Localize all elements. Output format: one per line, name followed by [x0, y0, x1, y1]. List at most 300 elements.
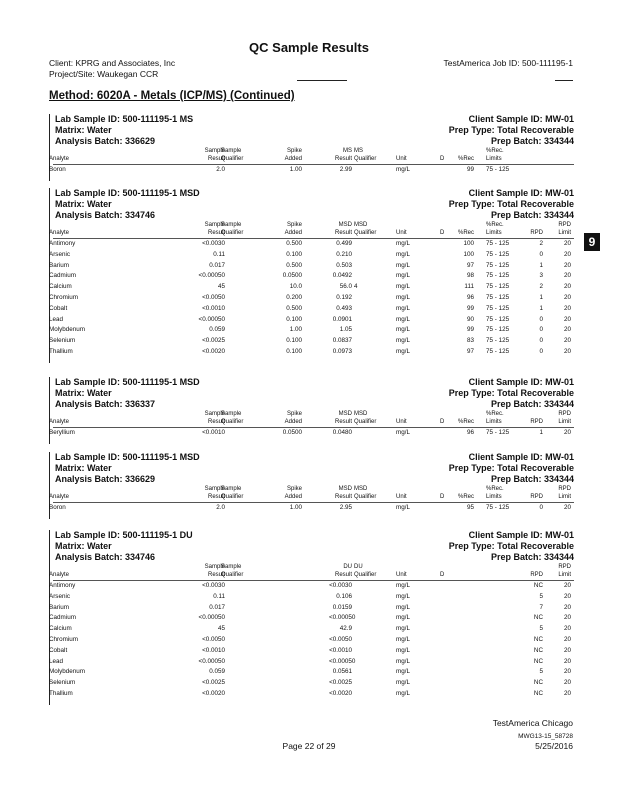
- cell-unit: mg/L: [396, 668, 410, 676]
- cell-rpd: 1: [539, 294, 543, 301]
- cell-limits: 75 - 125: [486, 337, 510, 345]
- column-header: Unit: [396, 572, 407, 578]
- column-header: %Rec.: [486, 411, 504, 417]
- cell-spike-added: 0.500: [286, 240, 302, 247]
- column-header: Result: [334, 230, 352, 236]
- cell-rpd-limit: 20: [563, 315, 571, 323]
- cell-unit: mg/L: [396, 326, 410, 334]
- prep-type: Prep Type: Total Recoverable: [448, 463, 574, 473]
- cell-unit: mg/L: [396, 166, 410, 173]
- column-header: %Rec.: [486, 148, 504, 154]
- cell-limits: 75 - 125: [486, 250, 510, 258]
- column-header: Unit: [396, 230, 407, 236]
- cell-spike-added: 0.0500: [282, 429, 302, 436]
- column-header: Qualifier: [354, 419, 377, 425]
- cell-spike-added: 10.0: [289, 283, 302, 291]
- cell-analyte: Molybdenum: [49, 326, 86, 334]
- cell-pct-rec: 95: [466, 504, 474, 511]
- section-tab: 9: [584, 233, 600, 251]
- cell-rpd: 5: [539, 592, 543, 600]
- column-header: Limits: [486, 419, 502, 425]
- cell-pct-rec: 97: [466, 261, 474, 269]
- column-header: DU: [354, 564, 363, 570]
- prep-batch: Prep Batch: 334344: [490, 136, 574, 146]
- column-header: MSD: [338, 486, 352, 492]
- cell-analyte: Beryllium: [49, 429, 75, 436]
- cell-result: 0.210: [336, 250, 352, 258]
- cell-rpd: 1: [539, 261, 543, 269]
- cell-result: 2.99: [339, 166, 352, 173]
- lab-sample-id: Lab Sample ID: 500-111195-1 MSD: [55, 377, 200, 387]
- column-header: Result: [207, 419, 225, 425]
- cell-result: 0.0159: [332, 603, 352, 611]
- prep-type: Prep Type: Total Recoverable: [448, 541, 574, 551]
- cell-result: <0.0030: [329, 582, 352, 589]
- cell-analyte: Chromium: [49, 294, 79, 301]
- cell-unit: mg/L: [396, 240, 410, 247]
- column-header: Sample: [221, 411, 242, 417]
- footer-lab: TestAmerica Chicago: [492, 718, 573, 728]
- cell-spike-added: 1.00: [289, 504, 302, 511]
- cell-unit: mg/L: [396, 625, 410, 633]
- cell-unit: mg/L: [396, 294, 410, 301]
- cell-sample-result: 0.11: [213, 250, 225, 258]
- column-header: Result: [334, 156, 352, 162]
- column-header: Analyte: [49, 494, 70, 500]
- cell-unit: mg/L: [396, 646, 410, 654]
- qc-block: [49, 114, 574, 181]
- cell-unit: mg/L: [396, 283, 410, 291]
- cell-unit: mg/L: [396, 272, 410, 280]
- cell-rpd: 0: [539, 337, 543, 345]
- cell-pct-rec: 90: [466, 315, 474, 323]
- column-header: Result: [207, 156, 225, 162]
- cell-sample-result: <0.00050: [198, 315, 225, 323]
- cell-analyte: Barium: [49, 261, 69, 269]
- cell-rpd: 1: [539, 304, 543, 312]
- column-header: Qualifier: [354, 230, 377, 236]
- cell-spike-added: 0.500: [286, 261, 302, 269]
- cell-analyte: Calcium: [49, 283, 72, 291]
- client-sample-id: Client Sample ID: MW-01: [468, 188, 574, 198]
- prep-batch: Prep Batch: 334344: [490, 552, 574, 562]
- cell-result: 0.192: [336, 294, 352, 301]
- cell-rpd-limit: 20: [563, 283, 571, 291]
- cell-pct-rec: 98: [466, 272, 474, 280]
- column-header: Spike: [286, 411, 302, 417]
- column-header: Spike: [286, 222, 302, 228]
- cell-result: <0.0020: [329, 690, 352, 697]
- column-header: Unit: [396, 494, 407, 500]
- cell-analyte: Cadmium: [49, 614, 76, 622]
- cell-limits: 75 - 125: [486, 294, 510, 301]
- cell-sample-result: <0.0050: [202, 636, 225, 643]
- cell-rpd-limit: 20: [563, 240, 571, 247]
- cell-limits: 75 - 125: [486, 261, 510, 269]
- column-header: Added: [284, 156, 302, 162]
- column-header: Result: [334, 419, 352, 425]
- cell-rpd: 0: [539, 504, 543, 511]
- cell-rpd: 7: [539, 603, 543, 611]
- client-sample-id: Client Sample ID: MW-01: [468, 114, 574, 124]
- cell-rpd: 3: [539, 272, 543, 280]
- cell-sample-result: 45: [217, 283, 225, 291]
- cell-limits: 75 - 125: [486, 283, 510, 291]
- cell-spike-added: 1.00: [289, 326, 302, 334]
- column-header: Spike: [286, 148, 302, 154]
- column-header: Sample: [221, 148, 242, 154]
- cell-rpd-limit: 20: [563, 603, 571, 611]
- client-sample-id: Client Sample ID: MW-01: [468, 377, 574, 387]
- lab-sample-id: Lab Sample ID: 500-111195-1 MSD: [55, 452, 200, 462]
- column-header: Limit: [558, 230, 571, 236]
- cell-spike-added: 0.100: [286, 315, 302, 323]
- cell-result: 0.0973: [332, 348, 352, 355]
- cell-sample-result: 45: [217, 625, 225, 633]
- cell-limits: 75 - 125: [486, 166, 510, 173]
- column-header: Sample: [221, 222, 242, 228]
- cell-rpd-limit: 20: [563, 348, 571, 355]
- column-header: Qualifier: [354, 494, 377, 500]
- column-header: Qualifier: [354, 156, 377, 162]
- column-header: Unit: [396, 419, 407, 425]
- cell-analyte: Lead: [49, 657, 64, 665]
- cell-unit: mg/L: [396, 261, 410, 269]
- client-sample-id: Client Sample ID: MW-01: [468, 530, 574, 540]
- cell-result: 0.493: [336, 304, 352, 312]
- column-header: MSD: [338, 222, 352, 228]
- cell-sample-result: 2.0: [216, 166, 225, 173]
- column-header: Unit: [396, 156, 407, 162]
- cell-result: <0.0050: [329, 636, 352, 643]
- cell-rpd: NC: [533, 657, 543, 665]
- qc-block: [49, 377, 574, 444]
- qc-block: [49, 452, 574, 519]
- cell-rpd-limit: 20: [563, 668, 571, 676]
- header-rule-right: [555, 80, 573, 81]
- cell-analyte: Selenium: [49, 679, 76, 687]
- analysis-batch: Analysis Batch: 334746: [55, 210, 156, 220]
- cell-limits: 75 - 125: [486, 504, 510, 511]
- cell-result: 0.0901: [332, 315, 352, 323]
- cell-rpd: 2: [539, 240, 543, 247]
- cell-result: <0.00050: [329, 657, 356, 665]
- cell-pct-rec: 97: [466, 348, 474, 355]
- cell-pct-rec: 111: [464, 283, 474, 291]
- cell-pct-rec: 99: [466, 304, 474, 312]
- column-header: Qualifier: [221, 572, 244, 578]
- column-header: Spike: [286, 486, 302, 492]
- cell-sample-result: <0.0050: [202, 294, 225, 301]
- cell-rpd-limit: 20: [563, 636, 571, 643]
- cell-rpd: 0: [539, 315, 543, 323]
- column-header: Limit: [558, 494, 571, 500]
- cell-limits: 75 - 125: [486, 304, 510, 312]
- qc-block: [49, 188, 574, 363]
- cell-result: <0.00050: [329, 614, 356, 622]
- column-header: DU: [343, 564, 352, 570]
- column-header: Result: [207, 494, 225, 500]
- cell-limits: 75 - 125: [486, 272, 510, 280]
- cell-result: 56.0: [339, 283, 352, 291]
- cell-analyte: Antimony: [49, 240, 76, 247]
- cell-rpd-limit: 20: [563, 690, 571, 697]
- column-header: Result: [334, 494, 352, 500]
- footer-doc-id: MWG13-15_58728: [518, 733, 573, 740]
- cell-limits: 75 - 125: [486, 429, 510, 436]
- cell-analyte: Cadmium: [49, 272, 76, 280]
- prep-type: Prep Type: Total Recoverable: [448, 388, 574, 398]
- column-header: Result: [207, 230, 225, 236]
- column-header: Sample: [204, 411, 225, 417]
- cell-unit: mg/L: [396, 603, 410, 611]
- method-heading: Method: 6020A - Metals (ICP/MS) (Continued): [49, 90, 295, 102]
- cell-sample-result: <0.0010: [202, 429, 225, 436]
- cell-spike-added: 0.500: [286, 304, 302, 312]
- cell-unit: mg/L: [396, 304, 410, 312]
- cell-result: 42.9: [339, 625, 352, 633]
- cell-unit: mg/L: [396, 337, 410, 345]
- cell-limits: 75 - 125: [486, 315, 510, 323]
- cell-unit: mg/L: [396, 614, 410, 622]
- cell-rpd-limit: 20: [563, 679, 571, 687]
- column-header: MSD: [338, 411, 352, 417]
- cell-sample-result: <0.00050: [198, 272, 225, 280]
- prep-type: Prep Type: Total Recoverable: [448, 125, 574, 135]
- column-header: D: [440, 419, 445, 425]
- cell-unit: mg/L: [396, 429, 410, 436]
- column-header: Limit: [558, 419, 571, 425]
- cell-sample-result: <0.0025: [202, 679, 225, 687]
- cell-limits: 75 - 125: [486, 326, 510, 334]
- column-header: Result: [334, 572, 352, 578]
- prep-batch: Prep Batch: 334344: [490, 210, 574, 220]
- cell-analyte: Arsenic: [49, 250, 70, 258]
- cell-result: 0.503: [336, 261, 352, 269]
- cell-unit: mg/L: [396, 690, 410, 697]
- client-sample-id: Client Sample ID: MW-01: [468, 452, 574, 462]
- cell-result: 1.05: [339, 326, 352, 334]
- lab-sample-id: Lab Sample ID: 500-111195-1 MS: [55, 114, 194, 124]
- project-site: Project/Site: Waukegan CCR: [49, 69, 159, 79]
- cell-rpd: 0: [539, 348, 543, 355]
- column-header: RPD: [558, 222, 571, 228]
- cell-rpd-limit: 20: [563, 625, 571, 633]
- cell-spike-added: 0.200: [286, 294, 302, 301]
- column-header: Analyte: [49, 572, 70, 578]
- cell-sample-result: <0.0030: [202, 582, 225, 589]
- column-header: Sample: [204, 222, 225, 228]
- cell-spike-added: 0.0500: [282, 272, 302, 280]
- column-header: %Rec: [457, 230, 474, 236]
- analysis-batch: Analysis Batch: 336629: [55, 136, 156, 146]
- column-header: Qualifier: [354, 572, 377, 578]
- prep-batch: Prep Batch: 334344: [490, 474, 574, 484]
- cell-rpd-limit: 20: [563, 582, 571, 589]
- cell-unit: mg/L: [396, 582, 410, 589]
- cell-unit: mg/L: [396, 348, 410, 355]
- cell-rpd-limit: 20: [563, 272, 571, 280]
- column-header: RPD: [558, 564, 571, 570]
- cell-result: <0.0025: [329, 679, 352, 687]
- cell-unit: mg/L: [396, 657, 410, 665]
- cell-pct-rec: 99: [466, 326, 474, 334]
- matrix: Matrix: Water: [55, 199, 112, 209]
- matrix: Matrix: Water: [55, 388, 112, 398]
- footer-date: 5/25/2016: [535, 741, 573, 751]
- column-header: D: [440, 230, 445, 236]
- cell-result: <0.0010: [329, 646, 352, 654]
- cell-unit: mg/L: [396, 592, 410, 600]
- column-header: Analyte: [49, 419, 70, 425]
- analysis-batch: Analysis Batch: 336337: [55, 399, 156, 409]
- footer-page: Page 22 of 29: [282, 741, 336, 751]
- column-header: Limits: [486, 494, 502, 500]
- column-header: Analyte: [49, 230, 70, 236]
- cell-pct-rec: 100: [463, 240, 474, 247]
- column-header: Sample: [221, 486, 242, 492]
- cell-analyte: Molybdenum: [49, 668, 86, 676]
- cell-result: 2.95: [339, 504, 352, 511]
- cell-analyte: Barium: [49, 603, 69, 611]
- cell-analyte: Chromium: [49, 636, 79, 643]
- cell-rpd-limit: 20: [563, 429, 571, 436]
- cell-result: 0.499: [336, 240, 352, 247]
- cell-spike-added: 1.00: [289, 166, 302, 173]
- cell-sample-result: 0.059: [209, 326, 225, 334]
- matrix: Matrix: Water: [55, 125, 112, 135]
- column-header: MSD: [354, 222, 368, 228]
- cell-rpd: NC: [533, 582, 543, 589]
- cell-sample-result: <0.0020: [202, 348, 225, 355]
- cell-sample-result: 2.0: [216, 504, 225, 511]
- column-header: %Rec: [457, 419, 474, 425]
- column-header: Sample: [204, 148, 225, 154]
- cell-limits: 75 - 125: [486, 348, 510, 355]
- cell-sample-result: <0.0010: [202, 304, 225, 312]
- column-header: Added: [284, 419, 302, 425]
- cell-rpd: 5: [539, 668, 543, 676]
- column-header: Result: [207, 572, 225, 578]
- column-header: D: [440, 156, 445, 162]
- cell-rpd: NC: [533, 636, 543, 643]
- cell-pct-rec: 96: [466, 294, 474, 301]
- analysis-batch: Analysis Batch: 334746: [55, 552, 156, 562]
- column-header: Qualifier: [221, 156, 244, 162]
- cell-rpd-limit: 20: [563, 250, 571, 258]
- cell-rpd-limit: 20: [563, 504, 571, 511]
- cell-analyte: Calcium: [49, 625, 72, 633]
- cell-sample-result: <0.0020: [202, 690, 225, 697]
- column-header: %Rec: [457, 494, 474, 500]
- cell-rpd: 5: [539, 625, 543, 633]
- cell-rpd-limit: 20: [563, 592, 571, 600]
- lab-sample-id: Lab Sample ID: 500-111195-1 MSD: [55, 188, 200, 198]
- column-header: MSD: [354, 411, 368, 417]
- cell-result: 0.106: [336, 592, 352, 600]
- column-header: Analyte: [49, 156, 70, 162]
- cell-rpd-limit: 20: [563, 337, 571, 345]
- cell-rpd: 2: [539, 283, 543, 291]
- column-header: Limits: [486, 156, 502, 162]
- qc-block: [49, 530, 574, 705]
- column-header: RPD: [530, 419, 543, 425]
- cell-rpd-limit: 20: [563, 646, 571, 654]
- cell-result: 0.0561: [332, 668, 352, 676]
- cell-qualifier: 4: [354, 283, 358, 291]
- analysis-batch: Analysis Batch: 336629: [55, 474, 156, 484]
- cell-sample-result: 0.017: [209, 603, 225, 611]
- cell-unit: mg/L: [396, 250, 410, 258]
- cell-limits: 75 - 125: [486, 240, 510, 247]
- column-header: RPD: [558, 411, 571, 417]
- column-header: RPD: [530, 572, 543, 578]
- cell-rpd: NC: [533, 690, 543, 697]
- cell-rpd: 1: [539, 429, 543, 436]
- cell-rpd: 0: [539, 250, 543, 258]
- column-header: Added: [284, 230, 302, 236]
- column-header: D: [440, 494, 445, 500]
- column-header: MSD: [354, 486, 368, 492]
- cell-spike-added: 0.100: [286, 337, 302, 345]
- job-id: TestAmerica Job ID: 500-111195-1: [443, 58, 573, 68]
- cell-rpd-limit: 20: [563, 657, 571, 665]
- cell-rpd-limit: 20: [563, 304, 571, 312]
- column-header: %Rec: [457, 156, 474, 162]
- cell-analyte: Antimony: [49, 582, 76, 589]
- cell-rpd-limit: 20: [563, 294, 571, 301]
- cell-rpd-limit: 20: [563, 326, 571, 334]
- matrix: Matrix: Water: [55, 463, 112, 473]
- column-header: Qualifier: [221, 419, 244, 425]
- cell-analyte: Cobalt: [49, 304, 68, 312]
- cell-unit: mg/L: [396, 504, 410, 511]
- cell-sample-result: 0.11: [213, 592, 225, 600]
- cell-result: 0.0480: [332, 429, 352, 436]
- column-header: MS: [354, 148, 363, 154]
- column-header: Sample: [204, 486, 225, 492]
- column-header: Sample: [204, 564, 225, 570]
- cell-analyte: Thallium: [49, 690, 73, 697]
- column-header: RPD: [530, 494, 543, 500]
- cell-unit: mg/L: [396, 679, 410, 687]
- cell-sample-result: <0.00050: [198, 614, 225, 622]
- cell-rpd: NC: [533, 614, 543, 622]
- cell-pct-rec: 83: [466, 337, 474, 345]
- cell-analyte: Selenium: [49, 337, 76, 345]
- matrix: Matrix: Water: [55, 541, 112, 551]
- column-header: D: [440, 572, 445, 578]
- cell-analyte: Boron: [49, 504, 66, 511]
- cell-analyte: Arsenic: [49, 592, 70, 600]
- cell-sample-result: <0.00050: [198, 657, 225, 665]
- column-header: %Rec.: [486, 222, 504, 228]
- page-title: QC Sample Results: [249, 40, 369, 55]
- cell-unit: mg/L: [396, 636, 410, 643]
- column-header: Added: [284, 494, 302, 500]
- prep-type: Prep Type: Total Recoverable: [448, 199, 574, 209]
- cell-rpd: NC: [533, 646, 543, 654]
- cell-pct-rec: 96: [466, 429, 474, 436]
- cell-result: 0.0492: [332, 272, 352, 280]
- column-header: Limit: [558, 572, 571, 578]
- cell-sample-result: <0.0025: [202, 337, 225, 345]
- column-header: Qualifier: [221, 230, 244, 236]
- header-rule: [297, 80, 347, 81]
- cell-analyte: Lead: [49, 315, 64, 323]
- column-header: Sample: [221, 564, 242, 570]
- cell-sample-result: <0.0010: [202, 646, 225, 654]
